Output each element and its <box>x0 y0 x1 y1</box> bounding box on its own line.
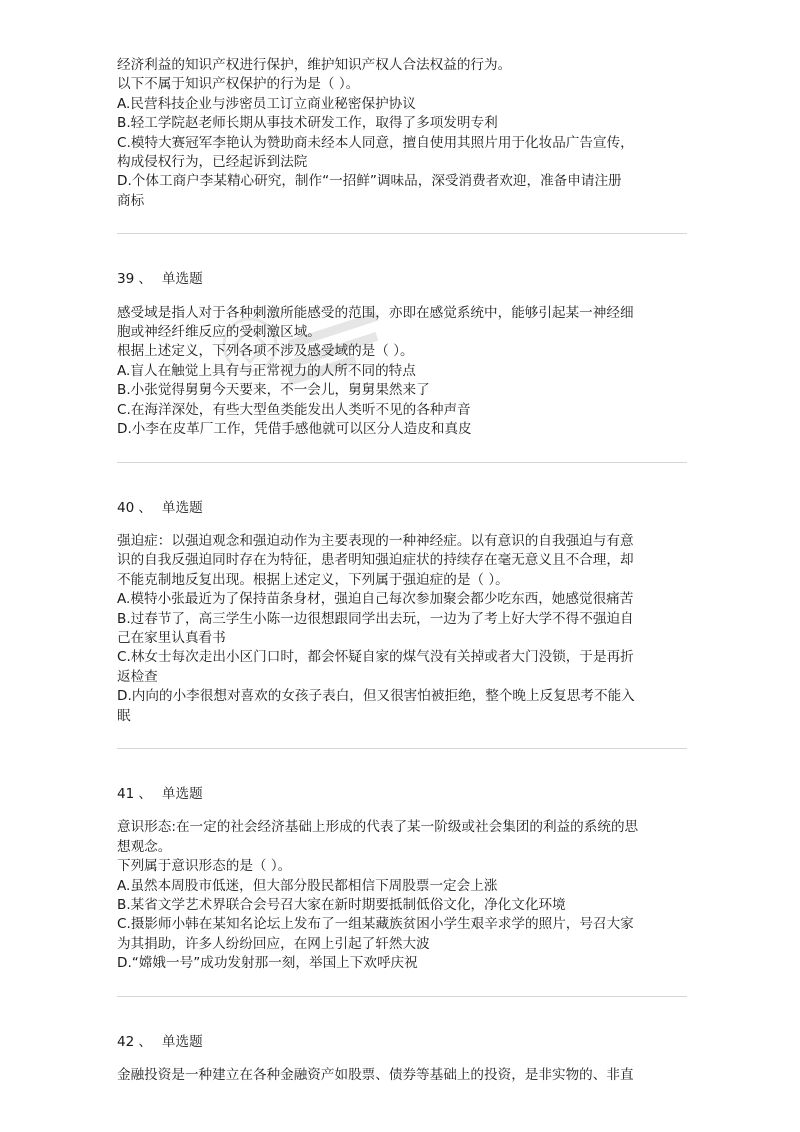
option-c: C.摄影师小韩在某知名论坛上发布了一组某藏族贫困小学生艰辛求学的照片，号召大家 <box>117 916 634 933</box>
option-d: D.内向的小李很想对喜欢的女孩子表白，但又很害怕被拒绝，整个晚上反复思考不能入 <box>117 688 635 705</box>
question-prompt: 不能克制地反复出现。根据上述定义，下列属于强迫症的是（ ）。 <box>117 571 509 588</box>
option-c: C.在海洋深处，有些大型鱼类能发出人类听不见的各种声音 <box>117 401 471 418</box>
question-text: 强迫症：以强迫观念和强迫动作为主要表现的一种神经症。以有意识的自我强迫与有意 <box>117 532 634 549</box>
divider <box>117 748 687 749</box>
option-a: A.模特小张最近为了保持苗条身材，强迫自己每次参加聚会都少吃东西，她感觉很痛苦 <box>117 591 634 608</box>
option-a: A.虽然本周股市低迷，但大部分股民都相信下周股票一定会上涨 <box>117 877 498 894</box>
option-b: B.过春节了，高三学生小陈一边很想跟同学出去玩，一边为了考上好大学不得不强迫自 <box>117 610 634 627</box>
option-d: D.“嫦娥一号”成功发射那一刻，举国上下欢呼庆祝 <box>117 955 418 972</box>
intro-line-2: 以下不属于知识产权保护的行为是（ ）。 <box>117 76 360 93</box>
question-number-separator: 、 <box>138 271 152 288</box>
option-c-cont: 返检查 <box>117 668 158 685</box>
question-number: 40 <box>117 499 135 516</box>
question-number-separator: 、 <box>138 785 152 802</box>
question-38-continuation <box>117 56 687 211</box>
intro-option-d-cont: 商标 <box>117 192 145 209</box>
question-text: 金融投资是一种建立在各种金融资产如股票、债券等基础上的投资，是非实物的、非直 <box>117 1067 634 1084</box>
divider <box>117 996 687 997</box>
option-a: A.盲人在触觉上具有与正常视力的人所不同的特点 <box>117 362 416 379</box>
question-number: 41 <box>117 785 135 802</box>
option-b-cont: 己在家里认真看书 <box>117 629 226 646</box>
question-header <box>117 785 687 804</box>
question-header <box>117 499 687 518</box>
question-prompt: 根据上述定义，下列各项不涉及感受域的是（ ）。 <box>117 343 414 360</box>
option-d: D.小李在皮革厂工作，凭借手感他就可以区分人造皮和真皮 <box>117 421 472 438</box>
option-c-cont: 为其捐助，许多人纷纷回应，在网上引起了轩然大波 <box>117 935 430 952</box>
question-text: 想观念。 <box>117 838 172 855</box>
question-header <box>117 270 687 289</box>
intro-option-c-cont: 构成侵权行为，已经起诉到法院 <box>117 154 308 171</box>
divider <box>117 233 687 234</box>
question-text: 胞或神经纤维反应的受刺激区域。 <box>117 324 321 341</box>
option-b: B.小张觉得舅舅今天要来，不一会儿，舅舅果然来了 <box>117 382 430 399</box>
intro-line-1: 经济利益的知识产权进行保护，维护知识产权人合法权益的行为。 <box>117 57 512 73</box>
question-text: 意识形态:在一定的社会经济基础上形成的代表了某一阶级或社会集团的利益的系统的思 <box>117 819 639 836</box>
question-text: 识的自我反强迫同时存在为特征，患者明知强迫症状的持续存在毫无意义且不合理，却 <box>117 552 634 569</box>
question-42 <box>117 1033 687 1086</box>
question-41 <box>117 785 687 974</box>
intro-option-c: C.模特大赛冠军李艳认为赞助商未经本人同意，擅自使用其照片用于化妆品广告宣传， <box>117 134 634 151</box>
exam-page <box>117 56 687 1085</box>
question-type: 单选题 <box>161 499 203 516</box>
intro-option-a: A.民营科技企业与涉密员工订立商业秘密保护协议 <box>117 95 416 112</box>
divider <box>117 462 687 463</box>
question-header <box>117 1033 687 1052</box>
question-40 <box>117 499 687 726</box>
question-number: 39 <box>117 271 135 288</box>
question-prompt: 下列属于意识形态的是（ ）。 <box>117 858 292 875</box>
intro-option-b: B.轻工学院赵老师长期从事技术研发工作，取得了多项发明专利 <box>117 115 498 132</box>
question-number-separator: 、 <box>138 499 152 516</box>
option-b: B.某省文学艺术界联合会号召大家在新时期要抵制低俗文化，净化文化环境 <box>117 897 566 913</box>
question-number-separator: 、 <box>138 1033 152 1050</box>
intro-option-d: D.个体工商户李某精心研究，制作“一招鲜”调味品，深受消费者欢迎，准备申请注册 <box>117 173 622 190</box>
question-type: 单选题 <box>161 785 203 802</box>
option-c: C.林女士每次走出小区门口时，都会怀疑自家的煤气没有关掉或者大门没锁，于是再折 <box>117 649 634 666</box>
option-d-cont: 眠 <box>117 707 131 724</box>
question-number: 42 <box>117 1033 135 1050</box>
question-type: 单选题 <box>161 1033 203 1050</box>
question-39 <box>117 270 687 439</box>
question-text: 感受域是指人对于各种刺激所能感受的范围，亦即在感觉系统中，能够引起某一神经细 <box>117 304 634 321</box>
question-type: 单选题 <box>161 271 203 288</box>
